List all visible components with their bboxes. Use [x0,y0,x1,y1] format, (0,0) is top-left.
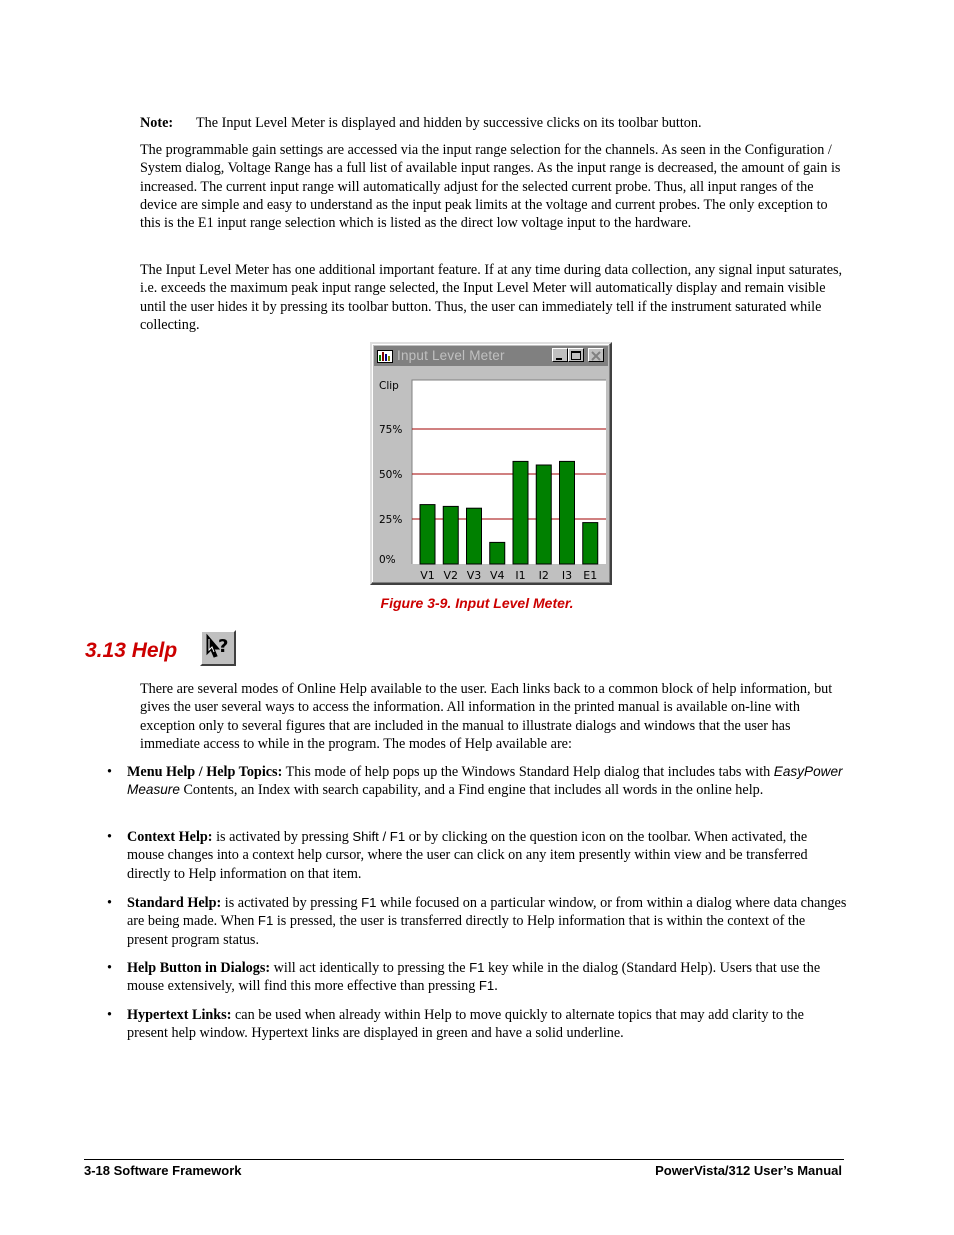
y-tick-label: 25% [379,514,403,526]
maximize-button[interactable] [568,348,584,362]
bar-v3 [467,508,482,564]
input-level-meter-window [370,342,612,585]
svg-text:?: ? [218,636,229,657]
bullet-help-button: • Help Button in Dialogs: will act identically to pressing the F1 key while in the dialog (Standard Help). Users that use the mouse extensively, will find this more effective than pressing F1. [127,959,847,996]
x-tick-label: I1 [515,569,526,582]
x-tick-label: V4 [489,569,505,582]
paragraph-level-meter-feature: The Input Level Meter has one additional important feature. If at any time during data collection, any signal input saturates, i.e. exceeds the maximum peak input range selected, the Input Level Meter will automatically display and remain visible until the user hides it by pressing its toolbar button. Thus, the user can immediately tell if the instrument saturated while collecting. [140,262,843,333]
bar-i3 [560,461,575,564]
help-cursor-icon [200,630,236,666]
bar-v1 [420,505,435,564]
section-heading: 3.13 Help [85,639,178,662]
x-tick-label: V3 [466,569,482,582]
close-icon [589,350,603,362]
plot-area [412,380,606,564]
x-tick-label: I2 [538,569,549,582]
minimize-icon [553,350,567,362]
footer-right: PowerVista/312 User’s Manual [655,1163,842,1178]
close-button[interactable] [588,348,604,362]
window-titlebar[interactable] [374,346,608,366]
footer-rule [84,1159,844,1160]
paragraph-gain-settings: The programmable gain settings are accessed via the input range selection for the channels. As seen in the Configuration / System dialog, Voltage Range has a full list of available input ranges. As the input range is decreased, the amount of gain is increased. The current input range will automatically adjust for the selected current probe. Thus, all input ranges of the device are simple and easy to understand as the input peak limits at the voltage and current probes. The only exception to this is the E1 input range selection which is listed as the direct low voltage input to the hardware. [140,142,841,232]
x-tick-label: V2 [443,569,459,582]
y-tick-label: 0% [379,554,396,566]
app-icon [376,348,394,364]
bar-i1 [513,461,528,564]
key-name: F1 [469,960,485,975]
bullet-title: Hypertext Links: [127,1007,232,1023]
bullet-title: Menu Help / Help Topics: [127,764,283,780]
bar-v2 [443,506,458,564]
footer-left: 3-18 Software Framework [84,1163,242,1178]
figure-caption: Figure 3-9. Input Level Meter. [380,595,574,611]
meter-client-area [374,368,608,581]
minimize-button[interactable] [552,348,568,362]
bar-e1 [583,523,598,564]
key-name: F1 [478,978,495,994]
bullet-context-help: • Context Help: is activated by pressing Shift / F1 or by clicking on the question icon on the toolbar. When activated, the mouse changes into a context help cursor, where the user can click on any item presently within view and be transferred directly to Help information on that item. [127,828,847,883]
maximize-icon [569,350,583,362]
window-title: Input Level Meter [397,347,505,363]
note [140,114,845,132]
bullet-menu-help: • Menu Help / Help Topics: This mode of help pops up the Windows Standard Help dialog that includes tabs with EasyPower Measure Contents, an Index with search capability, and a Find engine that includes all words in the online help. [127,763,847,800]
bullet-title: Help Button in Dialogs: [127,960,271,976]
bullet-standard-help: • Standard Help: is activated by pressing F1 while focused on a particular window, or from within a dialog where data changes are being made. When F1 is pressed, the user is transferred directly to Help information that is within the context of the present program status. [127,894,847,949]
y-tick-label: 75% [379,424,403,436]
x-tick-label: E1 [583,569,598,582]
y-tick-label: 50% [379,469,403,481]
x-tick-label: V1 [420,569,435,582]
note-text: The Input Level Meter is displayed and hidden by successive clicks on its toolbar button. [196,115,702,131]
bar-i2 [536,465,551,564]
help-intro: There are several modes of Online Help available to the user. Each links back to a common block of help information, but gives the user several ways to access the information. All information in the printed manual is available on-line with exception only to several figures that are included in the manual to illustrate dialogs and windows that the user has immediate access to while in the program. The modes of Help available are: [140,681,833,752]
level-meter-chart [374,368,608,583]
note-label: Note: [140,115,174,131]
bullet-hypertext-links: • Hypertext Links: can be used when already within Help to move quickly to alternate topics that may add clarity to the present help window. Hypertext links are displayed in green and have a solid underline. [127,1006,847,1043]
key-name: Shift / F1 [352,829,406,844]
bullet-title: Standard Help: [127,895,222,911]
bar-v4 [490,542,505,564]
product-name: EasyPower Measure [127,764,843,798]
key-name: F1 [257,913,274,929]
y-tick-label: Clip [379,380,399,392]
x-tick-label: I3 [561,569,573,582]
bullet-title: Context Help: [127,829,213,845]
key-name: F1 [361,895,377,910]
